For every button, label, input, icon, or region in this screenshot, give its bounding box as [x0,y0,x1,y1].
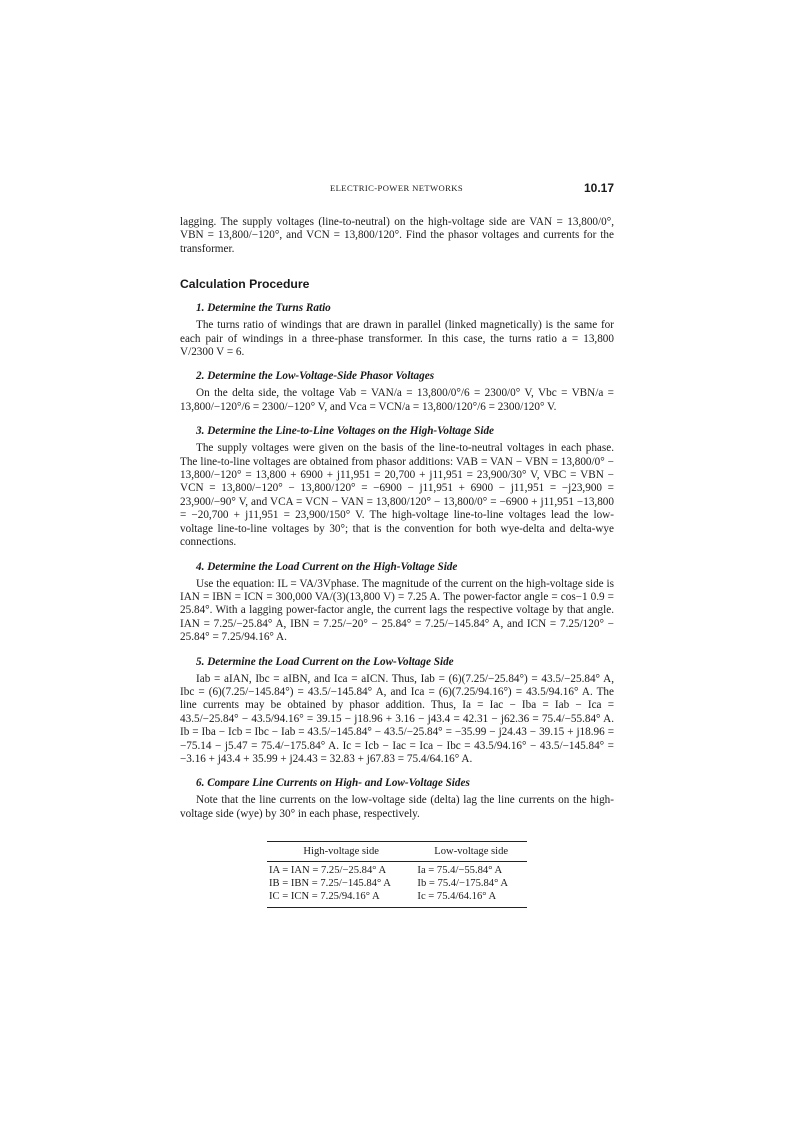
page-content [180,216,614,908]
table-cell: Ic = 75.4/64.16° A [415,891,527,907]
table-cell: Ia = 75.4/−55.84° A [417,865,503,877]
table-cell: IB = IBN = 7.25/−145.84° A [269,877,391,889]
comparison-table-wrapper [267,841,527,907]
table-row [267,862,527,878]
step-5-heading: 5. Determine the Load Current on the Low-Voltage Side [196,655,454,668]
step-2-heading: 2. Determine the Low-Voltage-Side Phasor Voltages [196,370,435,383]
table-cell: IA = IAN = 7.25/−25.84° A [269,865,387,877]
step-1-heading: 1. Determine the Turns Ratio [196,302,331,315]
table-cell: Ib = 75.4/−175.84° A [417,877,509,889]
table-row [267,878,527,891]
step-5-body: Iab = aIAN, Ibc = aIBN, and Ica = aICN. Thus, Iab = (6)(7.25/−25.84°) = 43.5/−25.84° A, Ibc = (6)(7.25/−145.84°) = 43.5/−145.84° A, and Ica = (6)(7.25/94.16°) = 43.5/94.16° A. The line currents may be obtained by phasor addition. Thus, Ia = Iac − Iba = Iab − Ica = 43.5/−25.84° − 43.5/94.16° = 39.15 − j18.96 + 3.16 − j43.4 = 42.31 − j62.36 = 75.4/−55.84° A. Ib = Iba − Icb = Ibc − Iab = 43.5/−145.84° − 43.5/−25.84° = −35.99 − j24.43 − 39.15 + j18.96 = −75.14 − j5.47 = 75.4/−175.84° A. Ic = Icb − Iac = Ica − Ibc = 43.5/94.16° − 43.5/−145.84° = −3.16 + j43.4 + 35.99 + j24.43 = 32.83 + j67.83 = 75.4/64.16° A. [180,672,614,765]
table-cell: IC = ICN = 7.25/94.16° A [267,891,415,907]
section-title: Calculation Procedure [180,277,310,292]
line-current-comparison-table [267,841,527,907]
step-2-body: On the delta side, the voltage Vab = VAN/a = 13,800/0°/6 = 2300/0° V, Vbc = VBN/a = 13,800/−120°/6 = 2300/−120° V, and Vca = VCN/a = 13,800/120°/6 = 2300/120° V. [180,387,614,413]
step-6-body: Note that the line currents on the low-voltage side (delta) lag the line currents on the high-voltage side (wye) by 30° in each phase, respectively. [180,794,614,820]
page-number: 10.17 [583,181,614,195]
step-4-body: Use the equation: IL = VA/3Vphase. The magnitude of the current on the high-voltage side is IAN = IBN = ICN = 300,000 VA/(3)(13,800 V) = 7.25 A. The power-factor angle = cos−1 0.9 = 25.84°. With a lagging power-factor angle, the current lags the respective voltage by that angle. IAN = 7.25/−25.84° A, IBN = 7.25/−20° − 25.84° = 7.25/−145.84° A, and ICN = 7.25/120° − 25.84° = 7.25/94.16° A. [180,577,614,644]
table-header-row [267,842,527,862]
step-3-body: The supply voltages were given on the basis of the line-to-neutral voltages in each phase. The line-to-line voltages are obtained from phasor additions: VAB = VAN − VBN = 13,800/0° − 13,800/−120° = 13,800 + 6900 + j11,951 = 20,700 + j11,951 = 23,900/30° V, VBC = VBN − VCN = 13,800/−120° − 13,800/120° = −6900 − j11,951 + 6900 − j11,951 = −j23,900 = 23,900/−90° V, and VCA = VCN − VAN = 13,800/120° − 13,800/0° = −6900 + j11,951 −13,800 = −20,700 + j11,951 = 23,900/150° V. The high-voltage line-to-line voltages lead the low-voltage line-to-line voltages by 30°; that is the convention for both wye-delta and delta-wye connections. [180,442,614,549]
header-high-voltage-side: High-voltage side [267,842,415,862]
header-low-voltage-side: Low-voltage side [415,842,527,862]
intro-paragraph: lagging. The supply voltages (line-to-neutral) on the high-voltage side are VAN = 13,800/0°, VBN = 13,800/−120°, and VCN = 13,800/120°. Find the phasor voltages and currents for the transformer. [180,216,614,255]
step-1-body: The turns ratio of windings that are drawn in parallel (linked magnetically) is the same for each pair of windings in a three-phase transformer. In this case, the turns ratio a = 13,800 V/2300 V = 6. [180,319,614,359]
page-header [180,183,614,199]
step-4-heading: 4. Determine the Load Current on the High-Voltage Side [196,560,458,573]
running-head: ELECTRIC-POWER NETWORKS [330,183,464,193]
step-6-heading: 6. Compare Line Currents on High- and Low-Voltage Sides [196,777,470,790]
step-3-heading: 3. Determine the Line-to-Line Voltages on the High-Voltage Side [196,425,495,438]
table-row [267,891,527,907]
